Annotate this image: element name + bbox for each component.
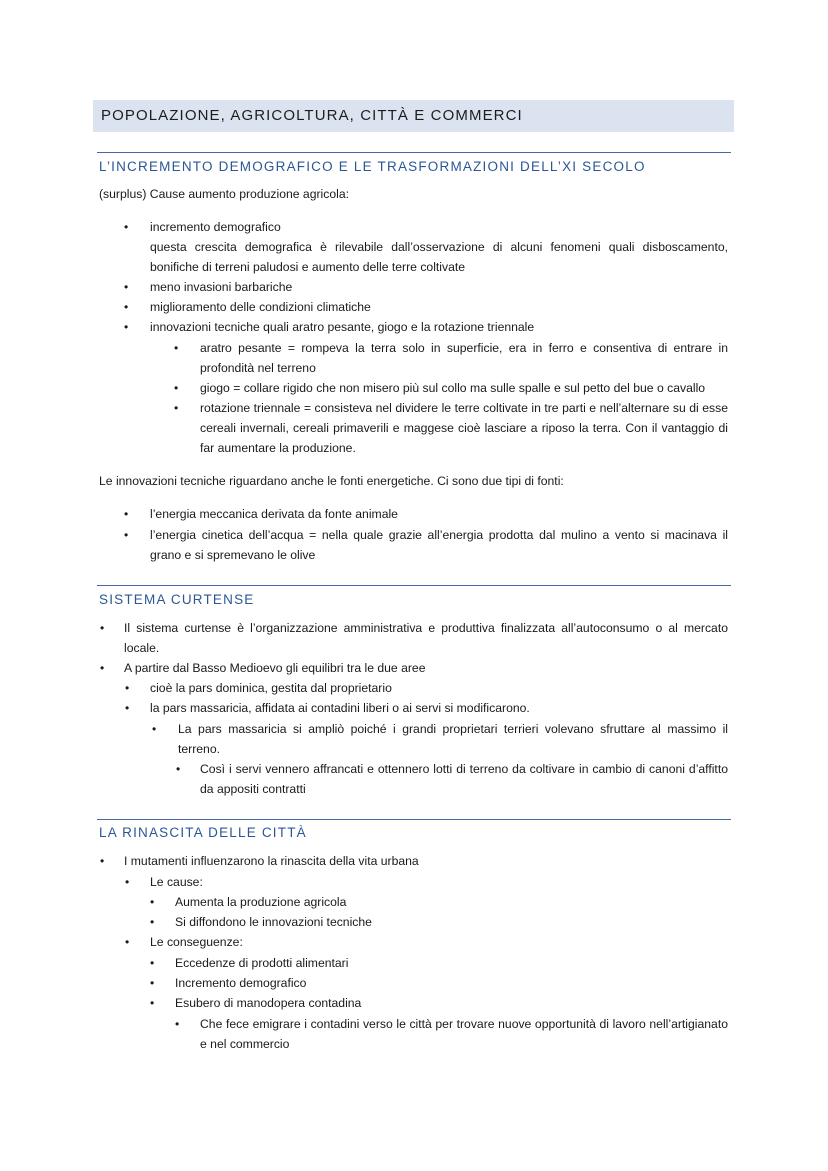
paragraph: Le innovazioni tecniche riguardano anche le fonti energetiche. Ci sono due tipi di fonti: [99,474,564,488]
bullet-marker: • [176,762,181,776]
bullet-marker: • [174,381,179,395]
bullet-marker: • [124,280,129,294]
section-rule [97,585,731,586]
bullet-marker: • [124,220,129,234]
paragraph: (surplus) Cause aumento produzione agricola: [99,187,349,201]
bullet-marker: • [125,935,130,949]
list-item: I mutamenti influenzarono la rinascita della vita urbana [124,854,419,868]
list-item: la pars massaricia, affidata ai contadini liberi o ai servi si modificarono. [150,701,530,715]
bullet-marker: • [174,341,179,355]
list-item: Il sistema curtense è l’organizzazione amministrativa e produttiva finalizzata all’autoconsumo o al mercato locale. [124,621,728,655]
bullet-marker: • [124,528,129,542]
bullet-marker: • [125,681,130,695]
list-item: A partire dal Basso Medioevo gli equilibri tra le due aree [124,661,426,675]
title-band [93,100,734,132]
list-item: aratro pesante = rompeva la terra solo in superficie, era in ferro e consentiva di entrare in profondità nel terreno [200,341,728,375]
list-item: cioè la pars dominica, gestita dal proprietario [150,681,392,695]
list-item: Esubero di manodopera contadina [175,996,362,1010]
list-item: innovazioni tecniche quali aratro pesante, giogo e la rotazione triennale [150,320,535,334]
bullet-marker: • [150,996,155,1010]
bullet-marker: • [174,401,179,415]
list-item-text: questa crescita demografica è rilevabile dall’osservazione di alcuni fenomeni quali disboscamento, bonifiche di terreni paludosi e aumento delle terre coltivate [150,240,728,274]
section-heading: LA RINASCITA DELLE CITTÀ [99,825,307,840]
bullet-marker: • [100,854,105,868]
list-item: meno invasioni barbariche [150,280,293,294]
list-item: Si diffondono le innovazioni tecniche [175,915,372,929]
bullet-marker: • [125,875,130,889]
bullet-marker: • [150,895,155,909]
list-item: Così i servi vennero affrancati e ottennero lotti di terreno da coltivare in cambio di canoni d’affitto da appositi contratti [200,762,728,796]
bullet-marker: • [152,722,157,736]
list-item: La pars massaricia si ampliò poiché i grandi proprietari terrieri volevano sfruttare al massimo il terreno. [178,722,728,756]
list-item: rotazione triennale = consisteva nel dividere le terre coltivate in tre parti e nell’alternare su di esse cereali invernali, cereali primaverili e maggese cioè lasciare a riposo la terra. Con il vantaggio di far aumentare la produzione. [200,401,728,455]
list-item: Le cause: [150,875,203,889]
section-heading: L’INCREMENTO DEMOGRAFICO E LE TRASFORMAZIONI DELL’XI SECOLO [99,159,646,174]
list-item: Eccedenze di prodotti alimentari [175,956,349,970]
bullet-marker: • [100,661,105,675]
bullet-marker: • [124,507,129,521]
section-rule [97,152,731,153]
bullet-marker: • [150,976,155,990]
list-item: l’energia cinetica dell’acqua = nella quale grazie all’energia prodotta dal mulino a vento si macinava il grano e si spremevano le olive [150,528,728,562]
document-title: POPOLAZIONE, AGRICOLTURA, CITTÀ E COMMERCI [101,107,523,124]
bullet-marker: • [124,300,129,314]
list-item: Le conseguenze: [150,935,243,949]
section-heading: SISTEMA CURTENSE [99,592,255,607]
bullet-marker: • [125,701,130,715]
bullet-marker: • [150,915,155,929]
bullet-marker: • [124,320,129,334]
list-item: Aumenta la produzione agricola [175,895,347,909]
list-item: incremento demografico [150,220,281,234]
bullet-marker: • [175,1017,180,1031]
bullet-marker: • [100,621,105,635]
list-item: Incremento demografico [175,976,307,990]
bullet-marker: • [150,956,155,970]
section-rule [97,819,731,820]
list-item: miglioramento delle condizioni climatiche [150,300,371,314]
list-item: l’energia meccanica derivata da fonte animale [150,507,398,521]
list-item: Che fece emigrare i contadini verso le città per trovare nuove opportunità di lavoro nell’artigianato e nel commercio [200,1017,728,1051]
list-item: giogo = collare rigido che non misero più sul collo ma sulle spalle e sul petto del bue o cavallo [200,381,706,395]
